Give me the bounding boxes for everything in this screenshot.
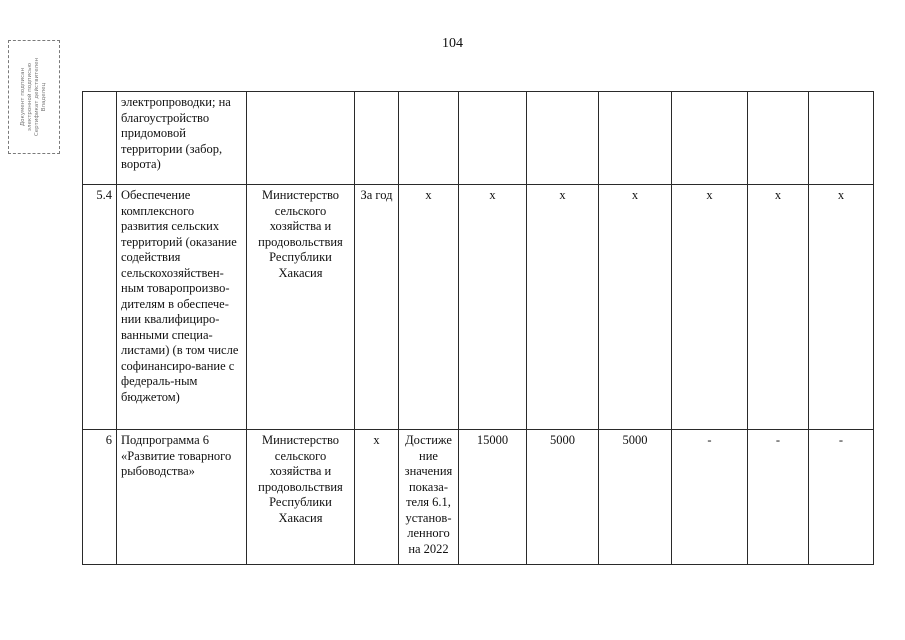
value-cell: - [672, 430, 748, 565]
responsible-cell [247, 92, 355, 185]
row-number-cell: 5.4 [83, 185, 117, 430]
period-cell: За год [355, 185, 399, 430]
activity-name-cell: Обеспечение комплексного развития сельских территорий (оказание содействия сельскохозяйствен-ным товаропроизво-дителям в обеспече-нии квалифициро-ванными специа-листами) (в том числе софинансиро-вание с федераль-ным бюджетом) [117, 185, 247, 430]
value-cell [748, 92, 809, 185]
stamp-text [20, 43, 48, 151]
value-cell: х [459, 185, 527, 430]
table-row [83, 185, 874, 430]
stamp-line: электронной подписью [27, 63, 33, 132]
value-cell [809, 92, 874, 185]
activity-name-cell: электропроводки; на благоустройство придомовой территории (забор, ворота) [117, 92, 247, 185]
value-cell: 5000 [527, 430, 599, 565]
row-number-cell [83, 92, 117, 185]
value-cell [459, 92, 527, 185]
value-cell: х [672, 185, 748, 430]
value-cell: - [809, 430, 874, 565]
value-cell: 5000 [599, 430, 672, 565]
stamp-line: Сертификат действителен [34, 57, 40, 137]
row-number-cell: 6 [83, 430, 117, 565]
value-cell [599, 92, 672, 185]
indicator-cell: х [399, 185, 459, 430]
value-cell: 15000 [459, 430, 527, 565]
margin-stamp [8, 40, 60, 154]
value-cell: х [527, 185, 599, 430]
stamp-line: Владелец [41, 82, 47, 112]
table-row [83, 430, 874, 565]
value-cell: х [809, 185, 874, 430]
responsible-cell: Министерство сельского хозяйства и продовольствия Республики Хакасия [247, 430, 355, 565]
value-cell [672, 92, 748, 185]
responsible-cell: Министерство сельского хозяйства и продовольствия Республики Хакасия [247, 185, 355, 430]
period-cell [355, 92, 399, 185]
stamp-line: Документ подписан [20, 67, 26, 127]
activity-name-cell: Подпрограмма 6 «Развитие товарного рыбоводства» [117, 430, 247, 565]
program-table [82, 91, 874, 565]
value-cell [527, 92, 599, 185]
value-cell: х [748, 185, 809, 430]
value-cell: - [748, 430, 809, 565]
indicator-cell [399, 92, 459, 185]
indicator-cell: Достиже ние значения показа-теля 6.1, установ-ленного на 2022 [399, 430, 459, 565]
table-row [83, 92, 874, 185]
page-number: 104 [442, 36, 463, 51]
period-cell: х [355, 430, 399, 565]
value-cell: х [599, 185, 672, 430]
